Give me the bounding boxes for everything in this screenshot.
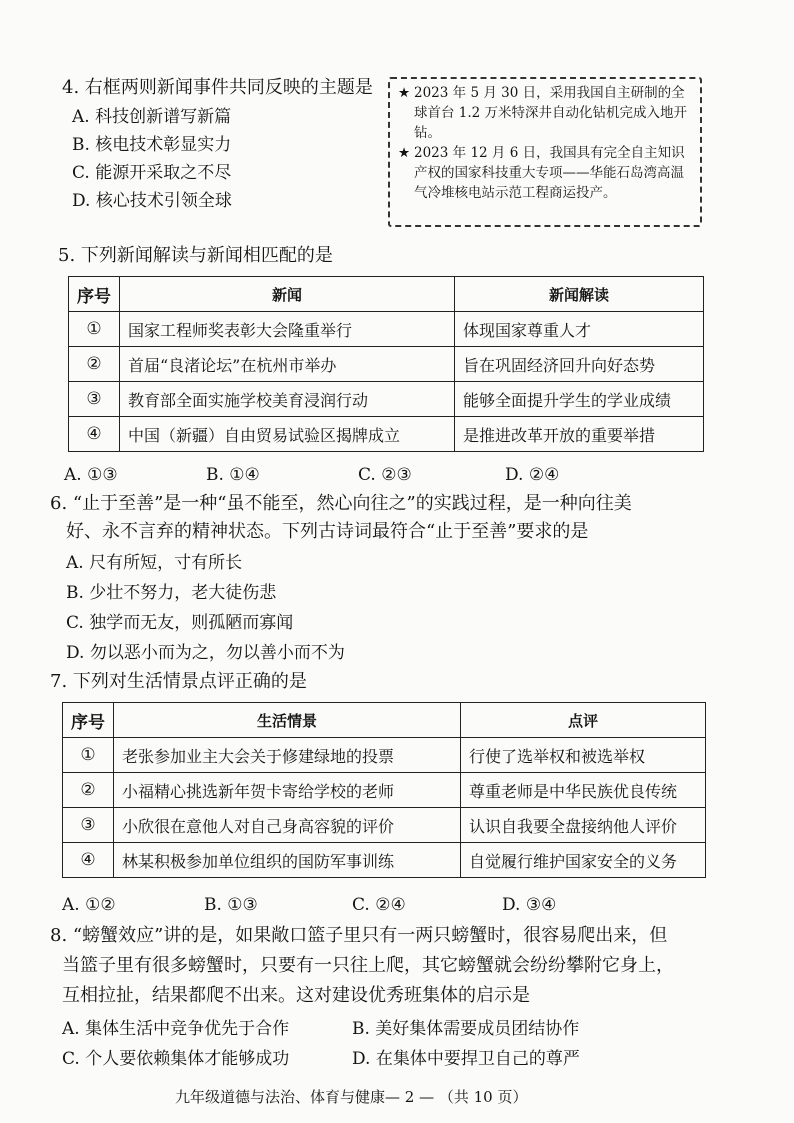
q5-answer-d: D. ②④ (505, 465, 560, 485)
q6-option-b: B. 少壮不努力，老大徒伤悲 (66, 583, 277, 603)
header-cell: 点评 (461, 703, 706, 738)
row-number: ③ (63, 808, 114, 843)
row-number: ② (63, 773, 114, 808)
q7-answer-b: B. ①③ (204, 895, 258, 915)
q4-option-a: A. 科技创新谱写新篇 (72, 107, 232, 127)
scene-cell: 小欣很在意他人对自己身高容貌的评价 (114, 808, 461, 843)
scene-cell: 老张参加业主大会关于修建绿地的投票 (114, 738, 461, 773)
comment-cell: 尊重老师是中华民族优良传统 (461, 773, 706, 808)
q8-option-a: A. 集体生活中竞争优先于合作 (62, 1019, 290, 1039)
scene-cell: 林某积极参加单位组织的国防军事训练 (114, 843, 461, 878)
table-row (63, 773, 706, 808)
table-row (69, 347, 704, 382)
q7-answer-a: A. ①② (62, 895, 116, 915)
q5-stem: 5. 下列新闻解读与新闻相匹配的是 (58, 245, 333, 266)
q7-answer-d: D. ③④ (502, 895, 557, 915)
q5-answer-c: C. ②③ (358, 465, 412, 485)
table-row (69, 417, 704, 452)
news-cell: 中国（新疆）自由贸易试验区揭牌成立 (120, 417, 455, 452)
news-cell: 教育部全面实施学校美育浸润行动 (120, 382, 455, 417)
table-header-row (69, 277, 704, 312)
header-cell: 序号 (69, 277, 120, 312)
news-box (388, 77, 702, 227)
row-number: ④ (69, 417, 120, 452)
q4-stem: 4. 右框两则新闻事件共同反映的主题是 (62, 77, 373, 98)
table-row (69, 312, 704, 347)
header-cell: 新闻解读 (455, 277, 704, 312)
q5-table (68, 276, 704, 452)
news-text-2: 2023 年 12 月 6 日，我国具有完全自主知识产权的国家科技重大专项——华能石岛湾高温气冷堆核电站示范工程商运投产。 (414, 145, 685, 201)
row-number: ② (69, 347, 120, 382)
interpretation-cell: 体现国家尊重人才 (455, 312, 704, 347)
news-cell: 国家工程师奖表彰大会隆重举行 (120, 312, 455, 347)
interpretation-cell: 是推进改革开放的重要举措 (455, 417, 704, 452)
q4-option-d: D. 核心技术引领全球 (72, 191, 232, 211)
comment-cell: 行使了选举权和被选举权 (461, 738, 706, 773)
header-cell: 序号 (63, 703, 114, 738)
news-text-1: 2023 年 5 月 30 日，采用我国自主研制的全球首台 1.2 万米特深井自动化钻机完成入地开钻。 (414, 85, 688, 141)
q6-stem-line2: 好、永不言弃的精神状态。下列古诗词最符合“止于至善”要求的是 (66, 521, 589, 542)
q8-stem-line2: 当篮子里有很多螃蟹时，只要有一只往上爬，其它螃蟹就会纷纷攀附它身上， (62, 955, 674, 976)
comment-cell: 自觉履行维护国家安全的义务 (461, 843, 706, 878)
q6-stem-line1: 6. “止于至善”是一种“虽不能至，然心向往之”的实践过程，是一种向往美 (50, 493, 632, 514)
row-number: ④ (63, 843, 114, 878)
q5-answer-a: A. ①③ (64, 465, 118, 485)
star-icon: ★ (398, 85, 411, 101)
page-footer: 九年级道德与法治、体育与健康— 2 — （共 10 页） (175, 1088, 528, 1106)
table-row (69, 382, 704, 417)
interpretation-cell: 能够全面提升学生的学业成绩 (455, 382, 704, 417)
q7-stem: 7. 下列对生活情景点评正确的是 (50, 671, 307, 692)
header-cell: 新闻 (120, 277, 455, 312)
q6-option-c: C. 独学而无友，则孤陋而寡闻 (66, 613, 294, 633)
scene-cell: 小福精心挑选新年贺卡寄给学校的老师 (114, 773, 461, 808)
news-item-1 (398, 83, 692, 143)
table-header-row (63, 703, 706, 738)
q6-option-d: D. 勿以恶小而为之，勿以善小而不为 (66, 643, 345, 663)
q8-option-d: D. 在集体中要捍卫自己的尊严 (352, 1049, 580, 1069)
news-item-2 (398, 143, 692, 203)
row-number: ① (69, 312, 120, 347)
q4-option-b: B. 核电技术彰显实力 (72, 135, 232, 155)
q8-option-b: B. 美好集体需要成员团结协作 (352, 1019, 580, 1039)
q5-answer-b: B. ①④ (206, 465, 260, 485)
q8-stem-line1: 8. “螃蟹效应”讲的是，如果敞口篮子里只有一两只螃蟹时，很容易爬出来，但 (50, 925, 668, 946)
q7-answer-c: C. ②④ (352, 895, 406, 915)
q8-option-c: C. 个人要依赖集体才能够成功 (62, 1049, 290, 1069)
q8-stem-line3: 互相拉扯，结果都爬不出来。这对建设优秀班集体的启示是 (62, 985, 530, 1006)
interpretation-cell: 旨在巩固经济回升向好态势 (455, 347, 704, 382)
star-icon: ★ (398, 145, 411, 161)
table-row (63, 843, 706, 878)
row-number: ① (63, 738, 114, 773)
header-cell: 生活情景 (114, 703, 461, 738)
q7-table (62, 702, 706, 878)
table-row (63, 738, 706, 773)
news-cell: 首届“良渚论坛”在杭州市举办 (120, 347, 455, 382)
comment-cell: 认识自我要全盘接纳他人评价 (461, 808, 706, 843)
q4-option-c: C. 能源开采取之不尽 (72, 163, 232, 183)
row-number: ③ (69, 382, 120, 417)
q6-option-a: A. 尺有所短，寸有所长 (66, 553, 243, 573)
table-row (63, 808, 706, 843)
